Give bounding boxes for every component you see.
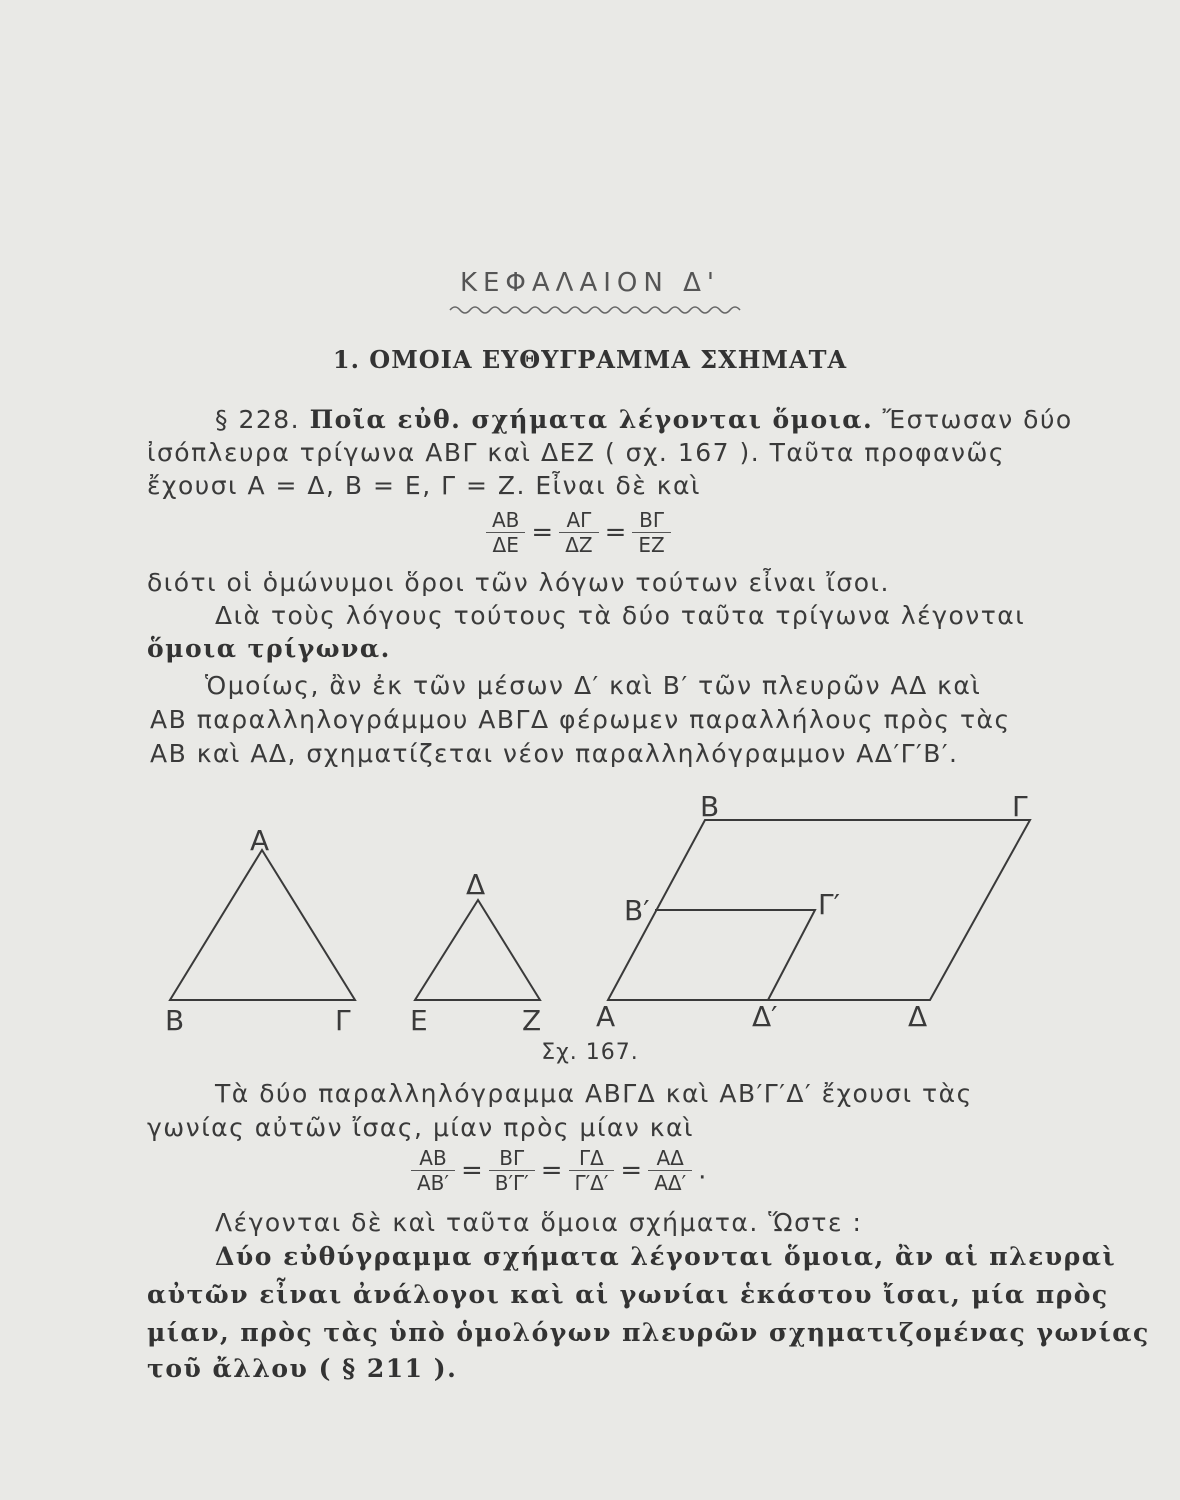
equals-sign: =	[604, 517, 627, 548]
equals-sign: =	[540, 1155, 563, 1186]
para3-line3: ΑΒ καὶ ΑΔ, σχηματίζεται νέον παραλληλόγραμμον ΑΔ′Γ′Β′.	[150, 739, 959, 768]
equation-1	[480, 508, 677, 557]
label-G-prime: Γ′	[818, 888, 840, 921]
label-G1: Γ	[335, 1004, 351, 1037]
triangle-dez	[415, 900, 540, 1000]
para4-line2: γωνίας αὐτῶν ἴσας, μίαν πρὸς μίαν καὶ	[147, 1113, 694, 1142]
triangle-abg	[170, 850, 355, 1000]
p228-number: § 228.	[215, 405, 301, 434]
fraction	[632, 508, 670, 557]
section-title: 1. ΟΜΟΙΑ ΕΥΘΥΓΡΑΜΜΑ ΣΧΗΜΑΤΑ	[332, 345, 848, 374]
fraction	[411, 1146, 455, 1195]
parallelogram-inner-lines	[655, 910, 815, 1000]
definition-line4: τοῦ ἄλλου ( § 211 ).	[147, 1354, 458, 1383]
fraction	[648, 1146, 692, 1195]
chapter-heading: ΚΕΦΑΛΑΙΟΝ Δ'	[459, 268, 721, 298]
label-E2: Ε	[410, 1004, 428, 1037]
definition-line3: μίαν, πρὸς τὰς ὑπὸ ὁμολόγων πλευρῶν σχηματιζομένας γωνίας	[147, 1318, 1150, 1347]
p228-line3: ἔχουσι Α = Δ, Β = Ε, Γ = Ζ. Εἶναι δὲ καὶ	[147, 471, 701, 500]
label-A: Α	[596, 1000, 616, 1033]
p228-line1	[215, 403, 1073, 436]
wavy-underline	[445, 303, 755, 317]
figure-167	[0, 790, 1180, 1040]
fraction	[559, 508, 598, 557]
para5: Λέγονται δὲ καὶ ταῦτα ὅμοια σχήματα. Ὥστε :	[215, 1208, 863, 1237]
fraction	[569, 1146, 615, 1195]
label-D2: Δ	[466, 868, 486, 901]
fraction	[486, 508, 525, 557]
denominator: ΕΖ	[638, 533, 665, 557]
denominator: ΑΔ′	[654, 1171, 687, 1195]
denominator: Γ′Δ′	[574, 1171, 609, 1195]
equals-sign: =	[460, 1155, 483, 1186]
definition-line2: αὐτῶν εἶναι ἀνάλογοι καὶ αἱ γωνίαι ἑκάστου ἴσαι, μία πρὸς	[147, 1280, 1109, 1309]
denominator: ΔΖ	[565, 533, 593, 557]
numerator: ΑΔ	[648, 1146, 692, 1171]
p228-line1-rest: Ἔστωσαν δύο	[882, 405, 1073, 434]
denominator: ΑΒ′	[417, 1171, 449, 1195]
equation-2	[405, 1146, 706, 1195]
definition-line1: Δύο εὐθύγραμμα σχήματα λέγονται ὅμοια, ἂν αἱ πλευραὶ	[215, 1242, 1117, 1271]
equals-sign: =	[531, 517, 554, 548]
para2-bold: ὅμοια τρίγωνα.	[147, 634, 391, 663]
figure-caption: Σχ. 167.	[541, 1040, 639, 1065]
label-D-prime: Δ′	[752, 1000, 778, 1033]
para3-line2: ΑΒ παραλληλογράμμου ΑΒΓΔ φέρωμεν παραλλήλους πρὸς τὰς	[150, 705, 1011, 734]
fraction	[489, 1146, 535, 1195]
numerator: ΑΒ	[411, 1146, 455, 1171]
after-equation-1: διότι οἱ ὁμώνυμοι ὅροι τῶν λόγων τούτων εἶναι ἴσοι.	[147, 568, 890, 597]
label-B-prime: Β′	[624, 894, 650, 927]
label-B1: Β	[165, 1004, 185, 1037]
label-Z2: Ζ	[522, 1004, 542, 1037]
label-G: Γ	[1012, 790, 1028, 823]
period: .	[698, 1155, 707, 1186]
numerator: ΑΒ	[486, 508, 525, 533]
label-A1: Α	[250, 824, 270, 857]
denominator: Β′Γ′	[494, 1171, 529, 1195]
para4-line1: Τὰ δύο παραλληλόγραμμα ΑΒΓΔ καὶ ΑΒ′Γ′Δ′ ἔχουσι τὰς	[215, 1079, 973, 1108]
para3-line1: Ὁμοίως, ἂν ἐκ τῶν μέσων Δ′ καὶ Β′ τῶν πλευρῶν ΑΔ καὶ	[205, 671, 982, 700]
label-B: Β	[700, 790, 720, 823]
numerator: ΒΓ	[489, 1146, 535, 1171]
para2-line1: Διὰ τοὺς λόγους τούτους τὰ δύο ταῦτα τρίγωνα λέγονται	[215, 601, 1026, 630]
numerator: ΓΔ	[569, 1146, 615, 1171]
p228-title: Ποῖα εὐθ. σχήματα λέγονται ὅμοια.	[309, 405, 874, 434]
denominator: ΔΕ	[492, 533, 519, 557]
equals-sign: =	[620, 1155, 643, 1186]
numerator: ΑΓ	[559, 508, 598, 533]
label-D: Δ	[908, 1000, 928, 1033]
numerator: ΒΓ	[632, 508, 670, 533]
p228-line2: ἰσόπλευρα τρίγωνα ΑΒΓ καὶ ΔΕΖ ( σχ. 167 ). Ταῦτα προφανῶς	[147, 438, 1006, 467]
